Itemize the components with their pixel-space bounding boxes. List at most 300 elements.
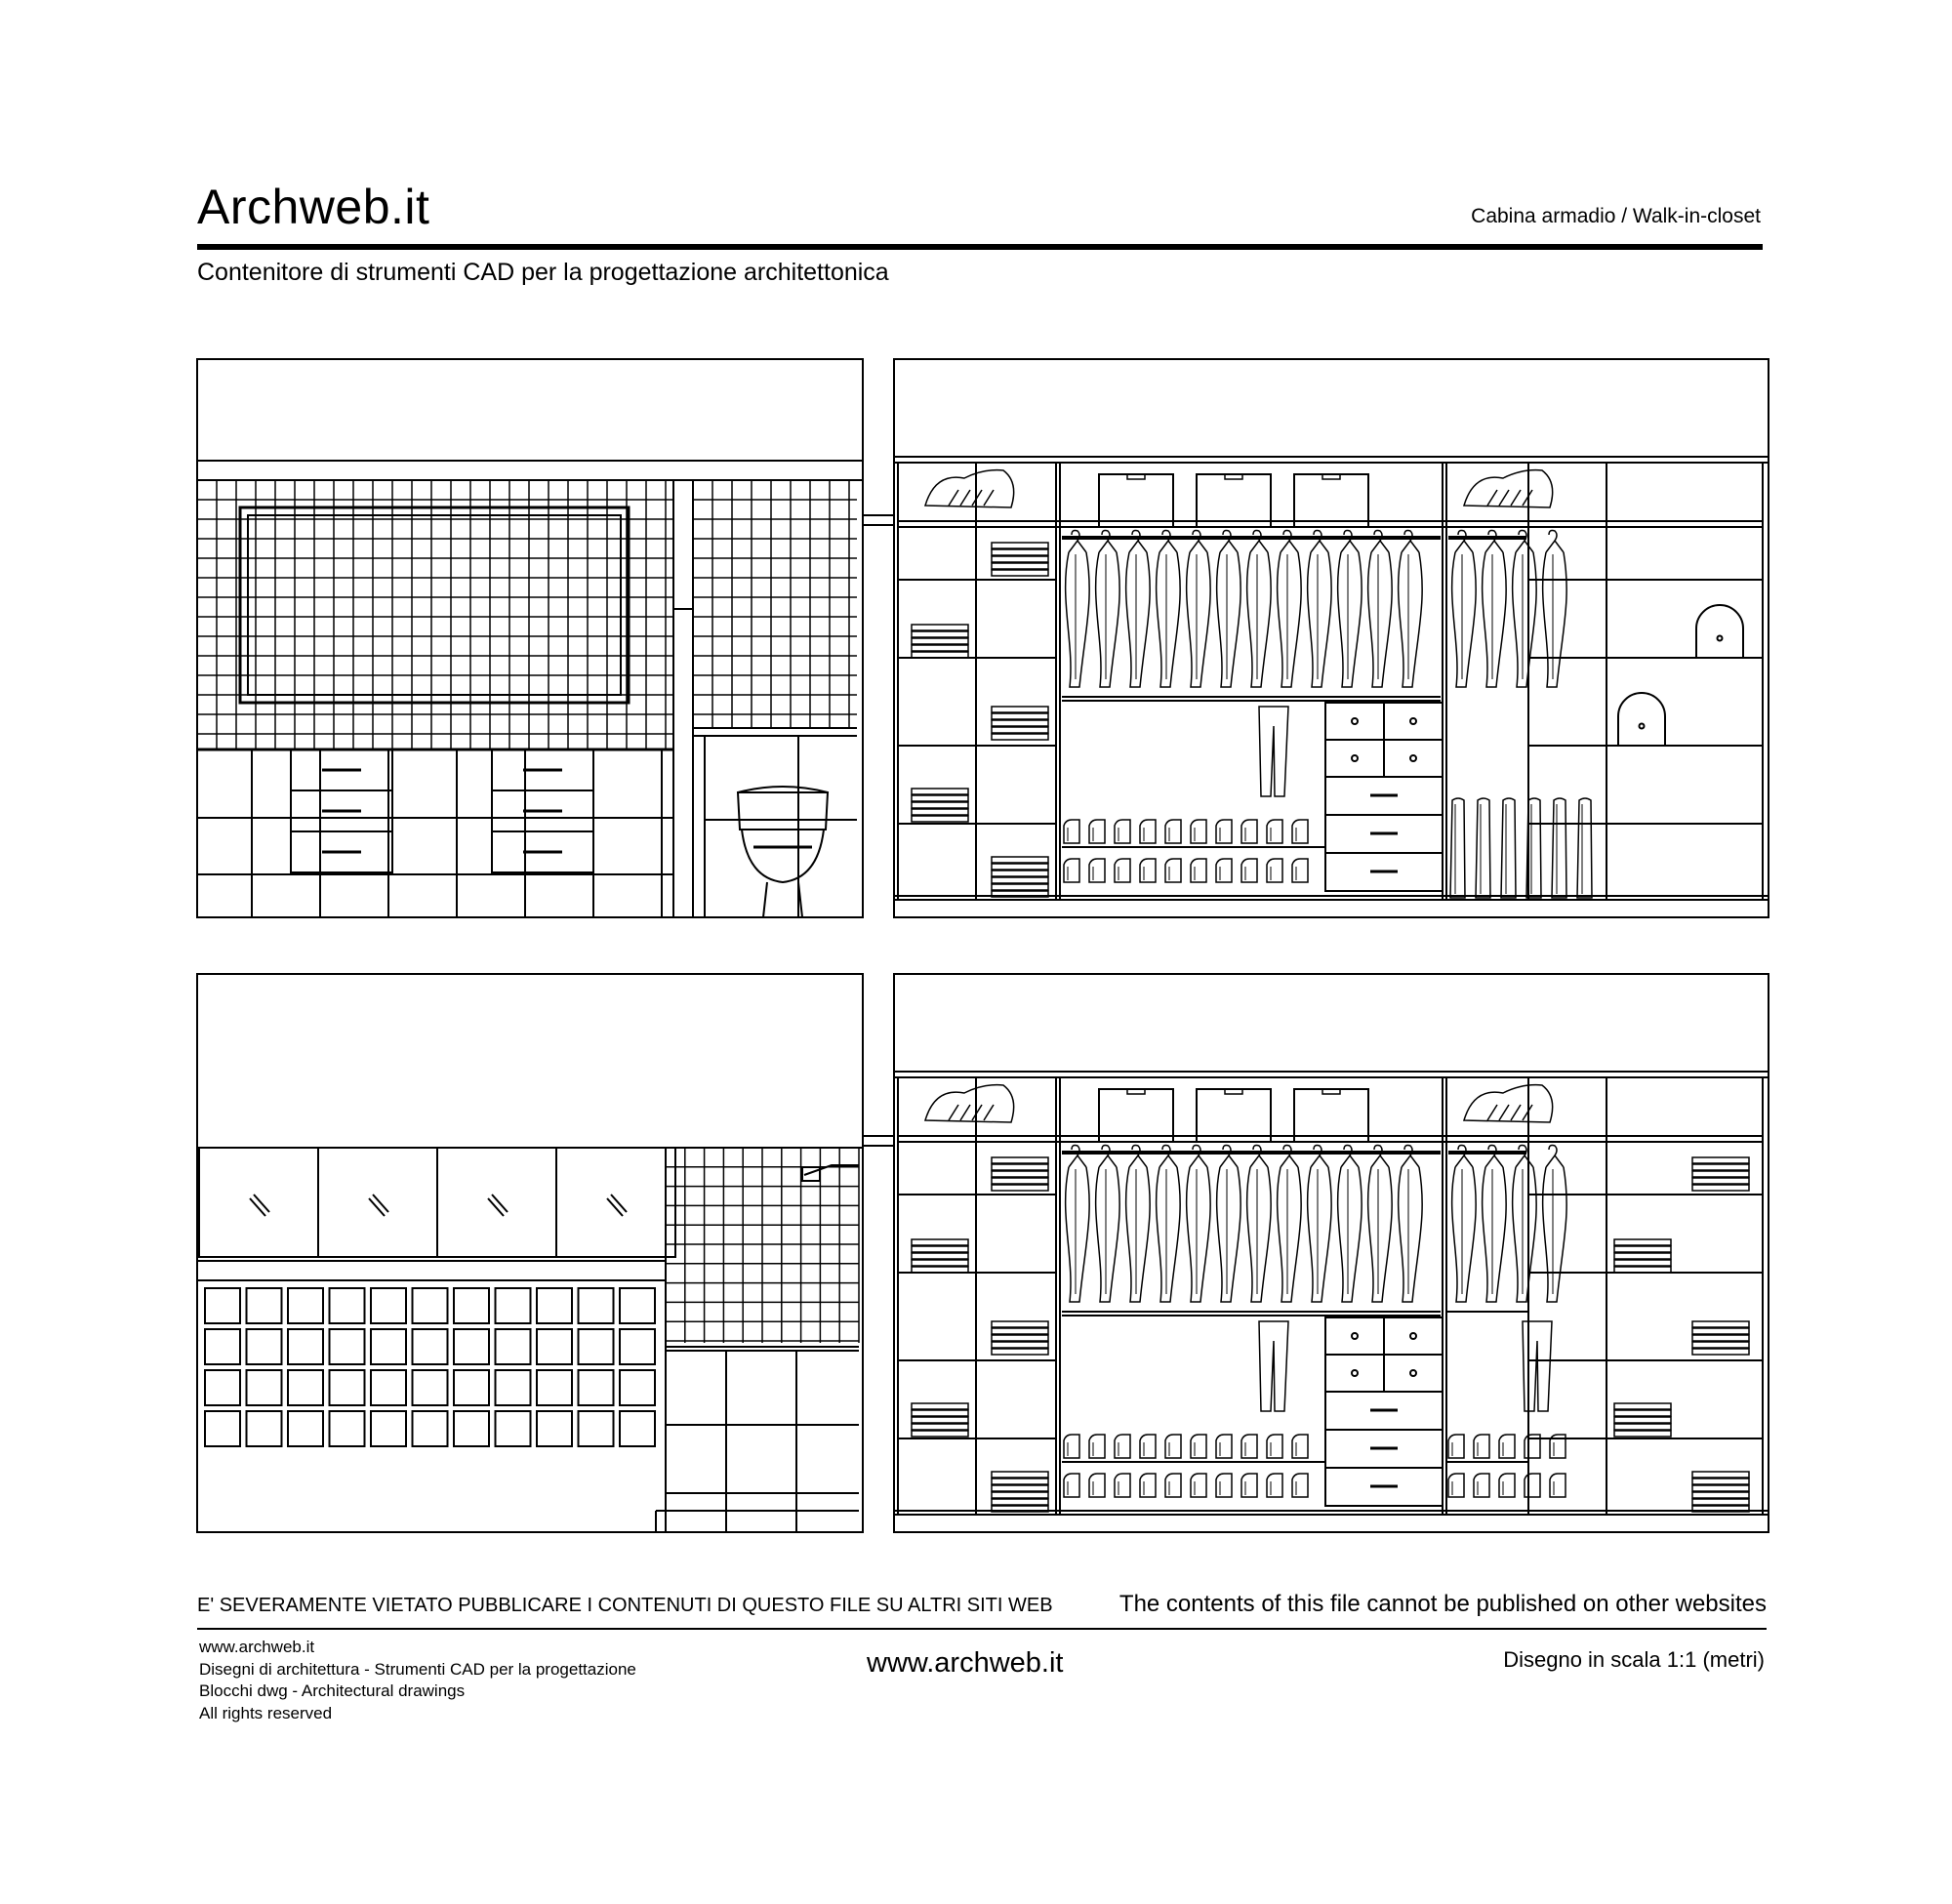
- folded-clothes: [1692, 1492, 1749, 1498]
- shoe: [1115, 1474, 1130, 1497]
- storage-cubby: [454, 1370, 489, 1405]
- storage-cubby: [620, 1329, 655, 1364]
- shoe: [1115, 820, 1130, 843]
- storage-cubby: [288, 1370, 323, 1405]
- shoe: [1064, 820, 1079, 843]
- box-handle: [1127, 1089, 1145, 1094]
- folded-clothes: [1614, 1246, 1671, 1252]
- storage-cubby: [371, 1329, 406, 1364]
- hanging-garment: [1543, 1167, 1567, 1302]
- shoe: [1140, 820, 1156, 843]
- shoe: [1191, 1474, 1206, 1497]
- storage-cubby: [537, 1411, 572, 1446]
- hanging-garment: [1217, 552, 1241, 687]
- storage-box: [1294, 474, 1368, 527]
- hanging-garment: [1187, 552, 1211, 687]
- shoe: [1165, 1474, 1181, 1497]
- shoe: [1499, 1474, 1515, 1497]
- hanger: [1341, 1155, 1359, 1167]
- drawer-knob: [1410, 755, 1416, 761]
- folded-clothes: [1614, 1424, 1671, 1430]
- shoe: [1474, 1474, 1489, 1497]
- folded-clothes: [992, 734, 1048, 740]
- storage-cubby: [288, 1329, 323, 1364]
- storage-box: [1099, 474, 1173, 527]
- hanging-garment: [1157, 552, 1181, 687]
- storage-cubby: [288, 1411, 323, 1446]
- shoe: [1474, 1435, 1489, 1458]
- folded-clothes: [1692, 1479, 1749, 1484]
- drawing-category: Cabina armadio / Walk-in-closet: [1471, 205, 1761, 227]
- boot: [1552, 798, 1566, 898]
- hanging-garment: [1278, 552, 1302, 687]
- drawer-knob: [1410, 718, 1416, 724]
- shoe: [1216, 1474, 1232, 1497]
- folded-clothes: [1692, 1485, 1749, 1491]
- folded-clothes: [912, 816, 968, 822]
- shoe: [1241, 820, 1257, 843]
- small-drawer: [1325, 1355, 1384, 1392]
- folded-clothes: [1692, 1349, 1749, 1355]
- top-shelf-bag: [925, 470, 1014, 507]
- hanger: [1402, 1155, 1419, 1167]
- wall-outline: [894, 359, 1769, 917]
- drawer-knob: [1410, 1333, 1416, 1339]
- glass-reflection: [492, 1195, 508, 1212]
- folded-clothes: [912, 1424, 968, 1430]
- hanging-garment: [1247, 552, 1272, 687]
- bag-strap: [1487, 490, 1497, 506]
- box-handle: [1127, 474, 1145, 479]
- folded-clothes: [992, 1171, 1048, 1177]
- bathroom-elevation-bottom: [197, 974, 894, 1532]
- storage-cubby: [413, 1329, 448, 1364]
- folded-clothes: [1614, 1403, 1671, 1409]
- folded-clothes: [1692, 1178, 1749, 1184]
- storage-box: [1197, 1089, 1271, 1142]
- storage-cubby: [247, 1411, 282, 1446]
- drawer-knob: [1352, 1370, 1358, 1376]
- folded-clothes: [1692, 1472, 1749, 1478]
- folded-clothes: [992, 1472, 1048, 1478]
- folded-clothes: [992, 563, 1048, 569]
- folded-clothes: [992, 1342, 1048, 1348]
- shoe: [1165, 859, 1181, 882]
- bag-strap: [1499, 490, 1509, 506]
- folded-clothes: [992, 877, 1048, 883]
- folded-clothes: [992, 707, 1048, 712]
- storage-cubby: [205, 1411, 240, 1446]
- storage-box: [1099, 1089, 1173, 1142]
- hanger: [1402, 541, 1419, 552]
- hanger-hook: [1549, 531, 1557, 542]
- bag-strap: [1511, 490, 1521, 506]
- copyright-notice-english: The contents of this file cannot be published on other websites: [1118, 1591, 1767, 1617]
- shoe: [1241, 1435, 1257, 1458]
- footer-divider: [197, 1628, 1767, 1630]
- boot: [1577, 798, 1592, 898]
- wall-outline: [197, 359, 863, 917]
- folded-clothes: [1692, 1342, 1749, 1348]
- folded-clothes: [1692, 1164, 1749, 1170]
- bag-strap: [960, 490, 970, 506]
- hanging-garment: [1483, 552, 1507, 687]
- hanger: [1159, 1155, 1177, 1167]
- storage-cubby: [454, 1411, 489, 1446]
- storage-cubby: [247, 1370, 282, 1405]
- shoe: [1499, 1435, 1515, 1458]
- storage-cubby: [205, 1370, 240, 1405]
- hanger: [1311, 541, 1328, 552]
- storage-cubby: [371, 1288, 406, 1323]
- storage-cubby: [496, 1288, 531, 1323]
- storage-cubby: [247, 1329, 282, 1364]
- box-handle: [1225, 1089, 1242, 1094]
- footer-credit-line: Disegni di architettura - Strumenti CAD per la progettazione: [199, 1659, 636, 1679]
- folded-clothes: [992, 857, 1048, 863]
- glass-reflection: [250, 1198, 265, 1216]
- wall-cabinet-door: [318, 1148, 437, 1257]
- shoe: [1550, 1474, 1566, 1497]
- hanging-garment: [1157, 1167, 1181, 1302]
- hanging-garment: [1308, 1167, 1332, 1302]
- copyright-notice-italian: E' SEVERAMENTE VIETATO PUBBLICARE I CONTENUTI DI QUESTO FILE SU ALTRI SITI WEB: [197, 1595, 1053, 1616]
- hanger: [1069, 1155, 1086, 1167]
- storage-cubby: [454, 1288, 489, 1323]
- folded-clothes: [1692, 1321, 1749, 1327]
- bag-strap: [949, 1105, 958, 1120]
- folded-clothes: [992, 1479, 1048, 1484]
- folded-clothes: [912, 645, 968, 651]
- brand-logo-text: Archweb.it: [197, 180, 430, 234]
- bag-strap: [949, 490, 958, 506]
- hanging-garment: [1338, 1167, 1362, 1302]
- shoe: [1089, 859, 1105, 882]
- closet-elevation-bottom: [894, 974, 1769, 1532]
- glass-reflection: [369, 1198, 385, 1216]
- hanger: [1250, 541, 1268, 552]
- shoe: [1241, 859, 1257, 882]
- hanging-garment: [1126, 552, 1151, 687]
- hanging-garment: [1452, 1167, 1477, 1302]
- folded-clothes: [992, 1321, 1048, 1327]
- storage-cubby: [537, 1329, 572, 1364]
- folded-clothes: [912, 631, 968, 637]
- storage-cubby: [288, 1288, 323, 1323]
- folded-clothes: [1692, 1335, 1749, 1341]
- hanger: [1250, 1155, 1268, 1167]
- mirror: [248, 515, 621, 695]
- hanging-garment: [1217, 1167, 1241, 1302]
- drawer-knob: [1352, 755, 1358, 761]
- shoe: [1216, 859, 1232, 882]
- glass-reflection: [607, 1198, 623, 1216]
- hanging-trousers: [1259, 707, 1288, 796]
- box-handle: [1322, 1089, 1340, 1094]
- hanging-garment: [1543, 552, 1567, 687]
- shoe: [1267, 1435, 1282, 1458]
- toilet-bowl: [742, 830, 824, 882]
- shoe: [1115, 859, 1130, 882]
- shoe: [1216, 820, 1232, 843]
- glass-reflection: [488, 1198, 504, 1216]
- storage-cubby: [496, 1329, 531, 1364]
- shoe: [1292, 1435, 1308, 1458]
- shoe: [1064, 859, 1079, 882]
- folded-clothes: [992, 720, 1048, 726]
- storage-cubby: [620, 1411, 655, 1446]
- folded-clothes: [992, 1164, 1048, 1170]
- storage-cubby: [537, 1288, 572, 1323]
- folded-clothes: [912, 1260, 968, 1266]
- mirror-frame: [240, 507, 629, 703]
- folded-clothes: [992, 871, 1048, 876]
- footer-credit-line: Blocchi dwg - Architectural drawings: [199, 1681, 466, 1700]
- shoe: [1292, 859, 1308, 882]
- hanging-garment: [1483, 1167, 1507, 1302]
- folded-clothes: [912, 1417, 968, 1423]
- wall-cabinet-door: [556, 1148, 675, 1257]
- hanger: [1311, 1155, 1328, 1167]
- shoe: [1267, 1474, 1282, 1497]
- footer-credit-line: All rights reserved: [199, 1703, 333, 1722]
- bag-strap: [984, 490, 994, 506]
- folded-clothes: [992, 713, 1048, 719]
- hanging-garment: [1513, 1167, 1537, 1302]
- storage-cubby: [330, 1329, 365, 1364]
- drawer-knob: [1410, 1370, 1416, 1376]
- folded-clothes: [912, 1431, 968, 1437]
- folded-clothes: [912, 1246, 968, 1252]
- folded-clothes: [1614, 1410, 1671, 1416]
- storage-cubby: [371, 1370, 406, 1405]
- folded-clothes: [992, 1499, 1048, 1505]
- top-shelf-bag: [1464, 1085, 1553, 1122]
- folded-clothes: [992, 1185, 1048, 1191]
- shoe: [1191, 859, 1206, 882]
- footer-website-link[interactable]: www.archweb.it: [867, 1647, 1064, 1679]
- shoe: [1089, 1435, 1105, 1458]
- tagline: Contenitore di strumenti CAD per la progettazione architettonica: [197, 259, 889, 286]
- folded-clothes: [912, 1410, 968, 1416]
- bag-strap: [1511, 1105, 1521, 1120]
- storage-cubby: [620, 1288, 655, 1323]
- hanging-garment: [1368, 1167, 1393, 1302]
- folded-clothes: [992, 1328, 1048, 1334]
- hanger: [1485, 1155, 1503, 1167]
- hanger: [1281, 541, 1298, 552]
- small-drawer: [1384, 703, 1443, 740]
- shoe: [1448, 1435, 1464, 1458]
- hanging-garment: [1338, 552, 1362, 687]
- storage-cubby: [205, 1288, 240, 1323]
- folded-clothes: [912, 809, 968, 815]
- hanging-garment: [1096, 1167, 1120, 1302]
- box-handle: [1225, 474, 1242, 479]
- folded-clothes: [1614, 1431, 1671, 1437]
- folded-clothes: [992, 543, 1048, 548]
- hanging-garment: [1066, 552, 1090, 687]
- folded-clothes: [1692, 1328, 1749, 1334]
- folded-clothes: [1692, 1185, 1749, 1191]
- shoe: [1267, 820, 1282, 843]
- folded-clothes: [912, 638, 968, 644]
- top-shelf-bag: [925, 1085, 1014, 1122]
- hanger: [1099, 1155, 1117, 1167]
- shoe: [1165, 1435, 1181, 1458]
- storage-cubby: [330, 1411, 365, 1446]
- folded-clothes: [992, 1349, 1048, 1355]
- folded-clothes: [992, 1492, 1048, 1498]
- storage-cubby: [413, 1370, 448, 1405]
- footer-credit-line: www.archweb.it: [199, 1638, 315, 1656]
- small-drawer: [1325, 740, 1384, 777]
- shoe: [1089, 1474, 1105, 1497]
- arched-bag: [1618, 693, 1665, 746]
- glass-reflection: [611, 1195, 627, 1212]
- storage-cubby: [579, 1288, 614, 1323]
- hanger: [1516, 541, 1533, 552]
- footer-credits: [199, 1637, 636, 1724]
- shoe: [1525, 1474, 1540, 1497]
- closet-elevation-top: [894, 359, 1769, 917]
- shoe: [1140, 1474, 1156, 1497]
- hanger: [1371, 541, 1389, 552]
- hanger: [1190, 541, 1207, 552]
- hanger: [1220, 1155, 1238, 1167]
- hanger: [1099, 541, 1117, 552]
- scale-note: Disegno in scala 1:1 (metri): [1503, 1647, 1765, 1672]
- toilet-base: [763, 882, 802, 917]
- folded-clothes: [992, 1178, 1048, 1184]
- folded-clothes: [1614, 1417, 1671, 1423]
- bathroom-elevation-top: [197, 359, 894, 917]
- shoe: [1267, 859, 1282, 882]
- hanger: [1341, 541, 1359, 552]
- folded-clothes: [992, 864, 1048, 870]
- hanger: [1220, 541, 1238, 552]
- bag-strap: [1487, 1105, 1497, 1120]
- storage-cubby: [371, 1411, 406, 1446]
- hanger: [1281, 1155, 1298, 1167]
- hanger: [1371, 1155, 1389, 1167]
- drawer-knob: [1352, 1333, 1358, 1339]
- folded-clothes: [1614, 1239, 1671, 1245]
- hanging-garment: [1399, 552, 1423, 687]
- shoe: [1292, 820, 1308, 843]
- boot: [1476, 798, 1490, 898]
- hanger: [1516, 1155, 1533, 1167]
- arched-bag: [1696, 605, 1743, 658]
- bag-strap: [1499, 1105, 1509, 1120]
- hanging-garment: [1399, 1167, 1423, 1302]
- hanger: [1129, 541, 1147, 552]
- storage-cubby: [454, 1329, 489, 1364]
- storage-cubby: [205, 1329, 240, 1364]
- small-drawer: [1325, 703, 1384, 740]
- shoe: [1064, 1474, 1079, 1497]
- hanging-garment: [1066, 1167, 1090, 1302]
- storage-cubby: [579, 1329, 614, 1364]
- folded-clothes: [912, 625, 968, 630]
- hanging-garment: [1126, 1167, 1151, 1302]
- hanging-garment: [1187, 1167, 1211, 1302]
- hanger: [1455, 1155, 1473, 1167]
- shoe: [1115, 1435, 1130, 1458]
- storage-box: [1197, 474, 1271, 527]
- top-shelf-bag: [1464, 470, 1553, 507]
- shoe: [1216, 1435, 1232, 1458]
- box-handle: [1322, 474, 1340, 479]
- shoe: [1448, 1474, 1464, 1497]
- storage-cubby: [330, 1370, 365, 1405]
- glass-reflection: [373, 1195, 388, 1212]
- shoe: [1089, 820, 1105, 843]
- hanger-hook: [1549, 1146, 1557, 1156]
- bag-strap: [960, 1105, 970, 1120]
- folded-clothes: [1692, 1171, 1749, 1177]
- folded-clothes: [912, 1239, 968, 1245]
- boot: [1450, 798, 1465, 898]
- storage-cubby: [413, 1411, 448, 1446]
- bag-clasp: [1718, 636, 1723, 641]
- storage-cubby: [579, 1370, 614, 1405]
- shoe: [1241, 1474, 1257, 1497]
- storage-cubby: [496, 1370, 531, 1405]
- storage-cubby: [330, 1288, 365, 1323]
- folded-clothes: [992, 549, 1048, 555]
- folded-clothes: [1692, 1157, 1749, 1163]
- shoe: [1165, 820, 1181, 843]
- hanging-garment: [1308, 552, 1332, 687]
- hanger: [1159, 541, 1177, 552]
- shoe: [1292, 1474, 1308, 1497]
- folded-clothes: [992, 570, 1048, 576]
- hanging-garment: [1247, 1167, 1272, 1302]
- hanging-garment: [1513, 552, 1537, 687]
- hanger: [1546, 541, 1564, 552]
- shoe: [1191, 820, 1206, 843]
- folded-clothes: [992, 727, 1048, 733]
- wall-cabinet-door: [199, 1148, 318, 1257]
- drawer-knob: [1352, 718, 1358, 724]
- hanging-trousers: [1259, 1321, 1288, 1411]
- folded-clothes: [912, 1403, 968, 1409]
- folded-clothes: [1692, 1499, 1749, 1505]
- hanger: [1546, 1155, 1564, 1167]
- shoe: [1140, 1435, 1156, 1458]
- small-drawer: [1384, 1317, 1443, 1355]
- wall-cabinet-door: [437, 1148, 556, 1257]
- glass-reflection: [254, 1195, 269, 1212]
- hanging-garment: [1278, 1167, 1302, 1302]
- toilet-cistern: [738, 792, 828, 830]
- hanger: [1190, 1155, 1207, 1167]
- folded-clothes: [992, 1485, 1048, 1491]
- folded-clothes: [992, 556, 1048, 562]
- folded-clothes: [912, 802, 968, 808]
- small-drawer: [1384, 1355, 1443, 1392]
- folded-clothes: [992, 1157, 1048, 1163]
- shoe: [1064, 1435, 1079, 1458]
- folded-clothes: [912, 1253, 968, 1259]
- hanger: [1129, 1155, 1147, 1167]
- folded-clothes: [992, 884, 1048, 890]
- hanger: [1069, 541, 1086, 552]
- shoe: [1140, 859, 1156, 882]
- folded-clothes: [1614, 1260, 1671, 1266]
- storage-cubby: [247, 1288, 282, 1323]
